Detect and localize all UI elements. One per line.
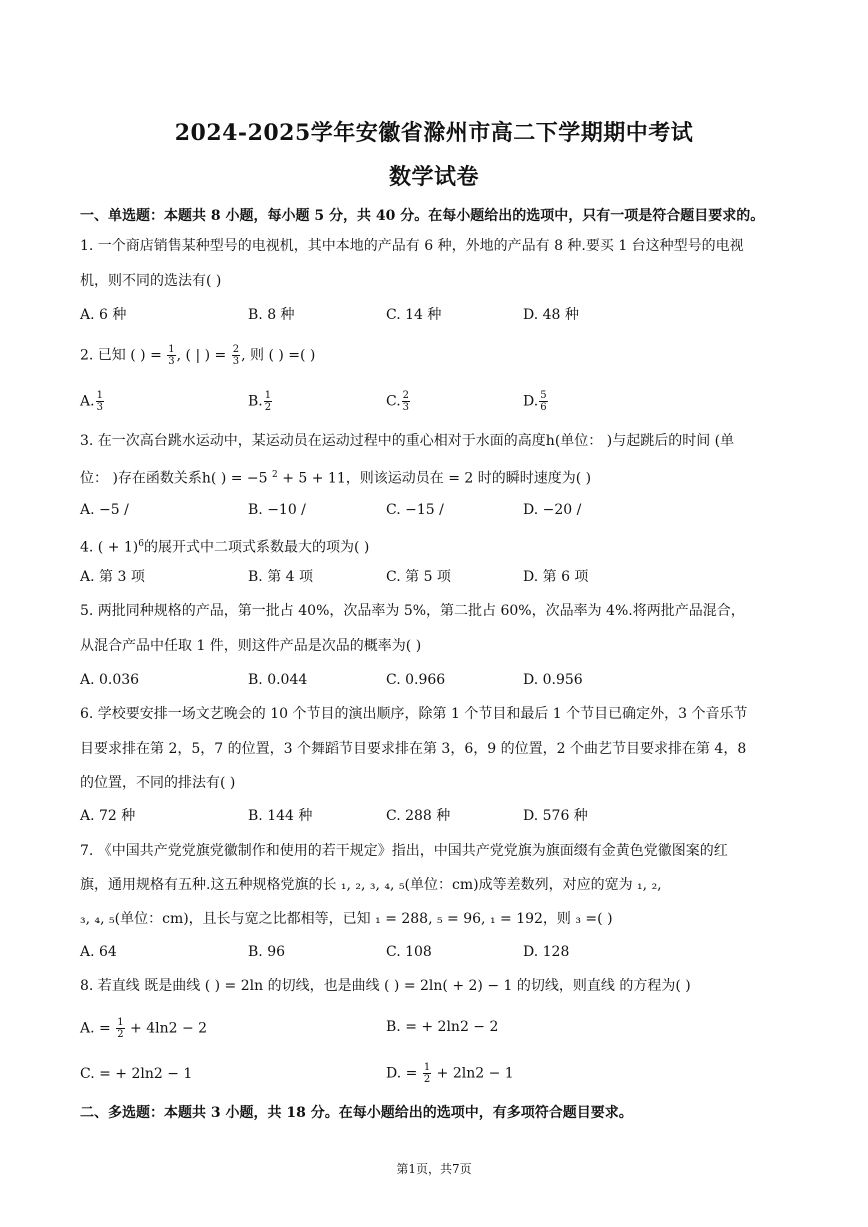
q3-line2-part1: 位： )存在函数关系h( ) = −5 [80,470,273,487]
q7-line2: 旗，通用规格有五种.这五种规格党旗的长 ₁, ₂, ₃, ₄, ₅(单位：cm)成等差数列，对应的宽为 ₁, ₂, [80,877,662,893]
exam-subtitle: 数学试卷 [388,164,479,190]
q7-option-a: A. 64 [80,944,117,960]
q3-line1: 3. 在一次高台跳水运动中，某运动员在运动过程中的重心相对于水面的高度h(单位： )与起跳后的时间 (单 [80,433,735,449]
q6-option-c: C. 288 种 [386,808,451,824]
q2-option-d [523,390,549,413]
q1-option-c: C. 14 种 [386,307,442,323]
q2-option-a-num: 1 [96,390,103,401]
q8-option-a-den: 2 [117,1029,124,1040]
q1-option-d: D. 48 种 [523,307,579,323]
q7-line1: 7. 《中国共产党党旗党徽制作和使用的若干规定》指出，中国共产党党旗为旗面缀有金黄色党徽图案的红 [80,843,728,859]
q5-option-b: B. 0.044 [248,672,308,688]
q2-option-b-num: 1 [264,390,272,401]
q2-fraction-2-den: 3 [232,356,240,367]
q2-option-c-den: 3 [402,402,410,413]
q2-option-d-frac [539,390,547,413]
q8-option-b: B. = + 2ln2 − 2 [386,1019,499,1035]
q2-option-a-frac [96,390,104,413]
q2-option-b-label: B. [248,393,263,410]
q2-option-c-frac [402,390,410,413]
q4-stem-part1: 4. ( + 1) [80,539,139,556]
q7-option-c: C. 108 [386,944,432,960]
q6-line1: 6. 学校要安排一场文艺晚会的 10 个节目的演出顺序，除第 1 个节目和最后 1 个节目已确定外，3 个音乐节 [80,706,748,722]
q5-line1: 5. 两批同种规格的产品，第一批占 40%，次品率为 5%，第二批占 60%，次品率为 4%.将两批产品混合， [80,603,745,619]
q2-option-a-den: 3 [96,402,103,413]
q2-fraction-2-num: 2 [232,344,240,355]
q8-option-a-part1: A. = [80,1020,116,1037]
q7-line3: ₃, ₄, ₅(单位：cm)，且长与宽之比都相等，已知 ₁ = 288, ₅ = 96, ₁ = 192，则 ₃ =( ) [80,911,613,927]
section-multiple-choice-heading: 二、多选题：本题共 3 小题，共 18 分。在每小题给出的选项中，有多项符合题目要求。 [80,1105,633,1121]
q2-stem [80,344,795,367]
q2-option-b-frac [264,390,272,413]
q8-option-d-den: 2 [423,1074,431,1085]
q3-option-d: D. −20 / [523,502,582,518]
q8-option-d-frac [423,1062,431,1085]
q4-exponent: 6 [138,539,145,549]
q2-option-d-den: 6 [540,402,547,413]
q2-option-c-label: C. [386,393,401,410]
q5-option-d: D. 0.956 [523,672,583,688]
q3-option-c: C. −15 / [386,502,444,518]
q5-line2: 从混合产品中任取 1 件，则这件产品是次品的概率为( ) [80,638,422,654]
q8-option-d-part1: D. = [386,1065,422,1082]
q8-stem: 8. 若直线 既是曲线 ( ) = 2ln 的切线，也是曲线 ( ) = 2ln( + 2) − 1 的切线，则直线 的方程为( ) [80,978,691,994]
q2-option-b-den: 2 [264,402,272,413]
q4-option-d: D. 第 6 项 [523,569,589,585]
q8-option-c: C. = + 2ln2 − 1 [80,1066,193,1082]
q2-stem-part1: 2. 已知 ( ) = [80,347,167,364]
q1-option-b: B. 8 种 [248,307,295,323]
q6-option-a: A. 72 种 [80,808,136,824]
q2-option-d-label: D. [523,393,539,410]
q4-stem-part2: 的展开式中二项式系数最大的项为( ) [144,539,370,556]
q6-line3: 的位置，不同的排法有( ) [80,775,236,791]
q8-option-a-part2: + 4ln2 − 2 [125,1020,208,1037]
page-footer: 第1页，共7页 [396,1162,472,1176]
q2-fraction-2 [232,344,240,367]
q8-option-d-part2: + 2ln2 − 1 [432,1065,514,1082]
q3-option-b: B. −10 / [248,502,306,518]
q3-line2 [80,465,795,489]
q2-option-c [386,390,411,413]
q2-fraction-1-den: 3 [168,356,175,367]
q6-option-b: B. 144 种 [248,808,313,824]
q2-fraction-1-num: 1 [168,344,175,355]
q2-option-c-num: 2 [402,390,410,401]
q8-option-a-num: 1 [117,1017,124,1028]
q2-stem-part2: , ( | ) = [176,347,231,364]
q7-option-b: B. 96 [248,944,286,960]
q5-option-c: C. 0.966 [386,672,446,688]
q4-stem [80,534,795,558]
q2-option-a-label: A. [80,393,95,410]
q4-option-c: C. 第 5 项 [386,569,451,585]
q7-option-d: D. 128 [523,944,570,960]
section-single-choice-heading: 一、单选题：本题共 8 小题，每小题 5 分，共 40 分。在每小题给出的选项中，只有一项是符合题目要求的。 [80,208,765,224]
q2-option-b [248,390,273,413]
q6-option-d: D. 576 种 [523,808,588,824]
q8-option-a [80,1017,207,1040]
q1-line1: 1. 一个商店销售某种型号的电视机，其中本地的产品有 6 种，外地的产品有 8 种.要买 1 台这种型号的电视 [80,238,744,254]
q3-line2-part2: + 5 + 11，则该运动员在 = 2 时的瞬时速度为( ) [277,470,592,487]
q2-fraction-1 [167,344,175,367]
q3-option-a: A. −5 / [80,502,129,518]
q4-option-a: A. 第 3 项 [80,569,145,585]
q8-option-a-frac [116,1017,124,1040]
q8-option-d-num: 1 [423,1062,431,1073]
q2-option-d-num: 5 [540,390,547,401]
exam-title: 2024-2025学年安徽省滁州市高二下学期期中考试 [174,120,694,146]
q6-line2: 目要求排在第 2，5，7 的位置，3 个舞蹈节目要求排在第 3，6，9 的位置，2 个曲艺节目要求排在第 4，8 [80,741,747,757]
q1-line2: 机，则不同的选法有( ) [80,273,222,289]
q8-option-d [386,1062,514,1085]
q4-option-b: B. 第 4 项 [248,569,313,585]
q2-option-a [80,390,105,413]
q2-stem-part3: , 则 ( ) =( ) [241,347,316,364]
q5-option-a: A. 0.036 [80,672,140,688]
q3-exponent: 2 [272,470,278,480]
q1-option-a: A. 6 种 [80,307,127,323]
